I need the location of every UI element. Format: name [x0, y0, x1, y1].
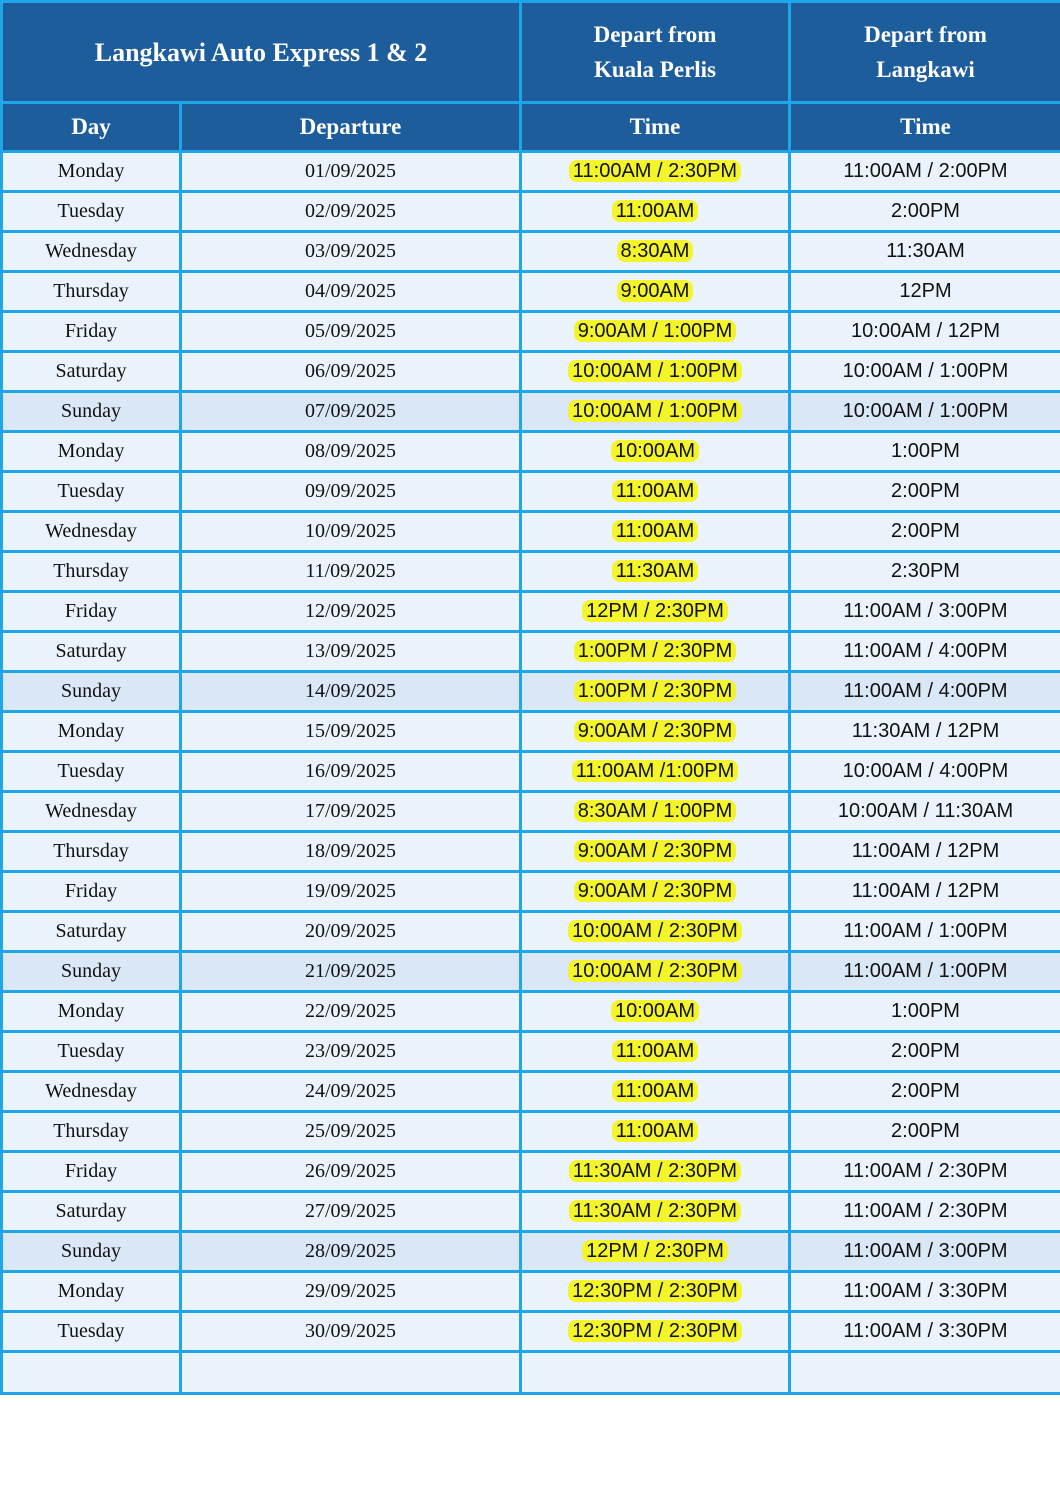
kuala-perlis-time-cell-highlight: 11:00AM / 2:30PM	[569, 160, 741, 182]
table-row	[2, 992, 1060, 1032]
departure-date-cell: 18/09/2025	[181, 832, 521, 872]
table-row	[2, 1072, 1060, 1112]
kuala-perlis-time-cell-highlight: 9:00AM / 1:00PM	[574, 320, 737, 342]
langkawi-time-cell: 10:00AM / 4:00PM	[790, 752, 1060, 792]
kuala-perlis-time-cell	[521, 1192, 790, 1232]
table-row	[2, 1192, 1060, 1232]
kuala-perlis-time-cell	[521, 1032, 790, 1072]
departure-date-cell: 15/09/2025	[181, 712, 521, 752]
kuala-perlis-time-cell-highlight: 11:00AM	[612, 480, 699, 502]
departure-date-cell: 30/09/2025	[181, 1312, 521, 1352]
langkawi-time-cell: 10:00AM / 1:00PM	[790, 392, 1060, 432]
kuala-perlis-time-cell	[521, 1112, 790, 1152]
kuala-perlis-time-cell-highlight: 1:00PM / 2:30PM	[574, 640, 737, 662]
table-row	[2, 192, 1060, 232]
departure-date-cell: 09/09/2025	[181, 472, 521, 512]
day-cell: Monday	[2, 992, 181, 1032]
langkawi-time-cell: 11:30AM / 12PM	[790, 712, 1060, 752]
table-row	[2, 1112, 1060, 1152]
kuala-perlis-time-cell-highlight: 12PM / 2:30PM	[582, 1240, 728, 1262]
table-row	[2, 1152, 1060, 1192]
departure-date-cell: 10/09/2025	[181, 512, 521, 552]
langkawi-time-cell: 11:00AM / 3:00PM	[790, 1232, 1060, 1272]
day-cell: Friday	[2, 872, 181, 912]
day-cell: Wednesday	[2, 1072, 181, 1112]
langkawi-time-cell: 11:00AM / 2:00PM	[790, 152, 1060, 192]
table-row	[2, 392, 1060, 432]
day-cell: Saturday	[2, 632, 181, 672]
langkawi-time-cell: 11:00AM / 2:30PM	[790, 1192, 1060, 1232]
departure-date-cell: 29/09/2025	[181, 1272, 521, 1312]
departure-date-cell: 02/09/2025	[181, 192, 521, 232]
table-row	[2, 952, 1060, 992]
day-cell: Monday	[2, 432, 181, 472]
langkawi-time-cell: 11:00AM / 12PM	[790, 872, 1060, 912]
departure-date-cell: 06/09/2025	[181, 352, 521, 392]
kuala-perlis-time-cell	[521, 712, 790, 752]
kuala-perlis-time-cell	[521, 192, 790, 232]
kuala-perlis-time-cell-highlight: 11:00AM /1:00PM	[572, 760, 739, 782]
langkawi-time-cell: 2:00PM	[790, 472, 1060, 512]
kuala-perlis-time-cell	[521, 1272, 790, 1312]
kuala-perlis-time-cell	[521, 912, 790, 952]
kuala-perlis-time-cell	[521, 872, 790, 912]
day-cell: Thursday	[2, 832, 181, 872]
kuala-perlis-time-cell-highlight: 9:00AM / 2:30PM	[574, 840, 737, 862]
langkawi-time-cell: 2:30PM	[790, 552, 1060, 592]
kuala-perlis-time-cell	[521, 1232, 790, 1272]
langkawi-time-cell: 2:00PM	[790, 1112, 1060, 1152]
table-row	[2, 352, 1060, 392]
kuala-perlis-time-cell	[521, 312, 790, 352]
kuala-perlis-time-cell-highlight: 11:30AM	[612, 560, 699, 582]
day-cell: Wednesday	[2, 512, 181, 552]
kuala-perlis-time-cell-highlight: 1:00PM / 2:30PM	[574, 680, 737, 702]
kuala-perlis-time-cell-highlight: 11:00AM	[612, 1040, 699, 1062]
day-cell: Friday	[2, 312, 181, 352]
day-cell: Monday	[2, 152, 181, 192]
kuala-perlis-time-cell-highlight: 10:00AM / 1:00PM	[568, 400, 742, 422]
column-header-time-langkawi: Time	[790, 103, 1060, 152]
day-cell: Tuesday	[2, 472, 181, 512]
departure-date-cell: 16/09/2025	[181, 752, 521, 792]
kuala-perlis-time-cell	[521, 832, 790, 872]
langkawi-time-cell: 11:00AM / 2:30PM	[790, 1152, 1060, 1192]
table-row	[2, 232, 1060, 272]
langkawi-time-cell: 11:00AM / 4:00PM	[790, 672, 1060, 712]
day-cell: Sunday	[2, 952, 181, 992]
departure-date-cell: 04/09/2025	[181, 272, 521, 312]
kuala-perlis-time-cell	[521, 1152, 790, 1192]
kuala-perlis-time-cell	[521, 272, 790, 312]
langkawi-time-cell: 11:00AM / 3:30PM	[790, 1272, 1060, 1312]
kuala-perlis-time-cell-highlight: 11:30AM / 2:30PM	[569, 1160, 741, 1182]
kuala-perlis-time-cell	[521, 432, 790, 472]
langkawi-time-cell: 11:00AM / 3:00PM	[790, 592, 1060, 632]
empty-cell	[790, 1352, 1060, 1394]
day-cell: Tuesday	[2, 1312, 181, 1352]
kuala-perlis-time-cell	[521, 632, 790, 672]
kuala-perlis-time-cell-highlight: 11:00AM	[612, 1120, 699, 1142]
departure-date-cell: 19/09/2025	[181, 872, 521, 912]
langkawi-time-cell: 11:00AM / 12PM	[790, 832, 1060, 872]
kuala-perlis-time-cell-highlight: 8:30AM	[617, 240, 694, 262]
day-cell: Wednesday	[2, 232, 181, 272]
departure-date-cell: 13/09/2025	[181, 632, 521, 672]
kuala-perlis-time-cell	[521, 792, 790, 832]
table-row	[2, 152, 1060, 192]
table-row	[2, 272, 1060, 312]
departure-date-cell: 07/09/2025	[181, 392, 521, 432]
langkawi-time-cell: 11:00AM / 1:00PM	[790, 912, 1060, 952]
kuala-perlis-time-cell	[521, 1312, 790, 1352]
kuala-perlis-time-cell	[521, 152, 790, 192]
kuala-perlis-time-cell	[521, 952, 790, 992]
departure-date-cell: 22/09/2025	[181, 992, 521, 1032]
table-row	[2, 872, 1060, 912]
day-cell: Thursday	[2, 272, 181, 312]
kuala-perlis-time-cell	[521, 392, 790, 432]
day-cell: Thursday	[2, 552, 181, 592]
header-row-top	[2, 2, 1060, 103]
empty-cell	[181, 1352, 521, 1394]
departure-date-cell: 17/09/2025	[181, 792, 521, 832]
departure-date-cell: 03/09/2025	[181, 232, 521, 272]
depart-kuala-perlis-line1: Depart from	[593, 22, 717, 47]
day-cell: Saturday	[2, 912, 181, 952]
langkawi-time-cell: 1:00PM	[790, 992, 1060, 1032]
departure-date-cell: 23/09/2025	[181, 1032, 521, 1072]
kuala-perlis-time-cell	[521, 472, 790, 512]
table-row	[2, 632, 1060, 672]
departure-date-cell: 25/09/2025	[181, 1112, 521, 1152]
table-row	[2, 312, 1060, 352]
empty-cell	[521, 1352, 790, 1394]
kuala-perlis-time-cell-highlight: 11:30AM / 2:30PM	[569, 1200, 741, 1222]
kuala-perlis-time-cell	[521, 752, 790, 792]
departure-date-cell: 27/09/2025	[181, 1192, 521, 1232]
kuala-perlis-time-cell-highlight: 9:00AM / 2:30PM	[574, 880, 737, 902]
departure-date-cell: 26/09/2025	[181, 1152, 521, 1192]
depart-kuala-perlis-header	[521, 2, 790, 103]
langkawi-time-cell: 1:00PM	[790, 432, 1060, 472]
depart-langkawi-line1: Depart from	[864, 22, 987, 47]
kuala-perlis-time-cell-highlight: 10:00AM	[611, 1000, 699, 1022]
departure-date-cell: 21/09/2025	[181, 952, 521, 992]
kuala-perlis-time-cell-highlight: 11:00AM	[612, 200, 699, 222]
kuala-perlis-time-cell-highlight: 9:00AM	[617, 280, 694, 302]
langkawi-time-cell: 11:00AM / 3:30PM	[790, 1312, 1060, 1352]
day-cell: Saturday	[2, 1192, 181, 1232]
depart-langkawi-line2: Langkawi	[876, 57, 975, 82]
kuala-perlis-time-cell	[521, 672, 790, 712]
table-row	[2, 512, 1060, 552]
kuala-perlis-time-cell-highlight: 12:30PM / 2:30PM	[568, 1280, 742, 1302]
departure-date-cell: 08/09/2025	[181, 432, 521, 472]
departure-date-cell: 24/09/2025	[181, 1072, 521, 1112]
table-row	[2, 912, 1060, 952]
day-cell: Friday	[2, 592, 181, 632]
kuala-perlis-time-cell	[521, 592, 790, 632]
day-cell: Saturday	[2, 352, 181, 392]
langkawi-time-cell: 10:00AM / 1:00PM	[790, 352, 1060, 392]
kuala-perlis-time-cell-highlight: 8:30AM / 1:00PM	[574, 800, 737, 822]
table-row	[2, 672, 1060, 712]
table-row	[2, 792, 1060, 832]
table-row	[2, 832, 1060, 872]
langkawi-time-cell: 2:00PM	[790, 192, 1060, 232]
schedule-body	[2, 152, 1060, 1394]
table-row	[2, 432, 1060, 472]
header-row-columns	[2, 103, 1060, 152]
table-row	[2, 472, 1060, 512]
kuala-perlis-time-cell	[521, 552, 790, 592]
kuala-perlis-time-cell	[521, 992, 790, 1032]
day-cell: Monday	[2, 712, 181, 752]
departure-date-cell: 05/09/2025	[181, 312, 521, 352]
table-row	[2, 552, 1060, 592]
langkawi-time-cell: 10:00AM / 11:30AM	[790, 792, 1060, 832]
kuala-perlis-time-cell	[521, 232, 790, 272]
departure-date-cell: 28/09/2025	[181, 1232, 521, 1272]
langkawi-time-cell: 10:00AM / 12PM	[790, 312, 1060, 352]
day-cell: Tuesday	[2, 192, 181, 232]
table-row	[2, 712, 1060, 752]
departure-date-cell: 20/09/2025	[181, 912, 521, 952]
schedule-title: Langkawi Auto Express 1 & 2	[2, 2, 521, 103]
departure-date-cell: 11/09/2025	[181, 552, 521, 592]
day-cell: Wednesday	[2, 792, 181, 832]
empty-row	[2, 1352, 1060, 1394]
langkawi-time-cell: 2:00PM	[790, 512, 1060, 552]
day-cell: Sunday	[2, 392, 181, 432]
langkawi-time-cell: 11:30AM	[790, 232, 1060, 272]
table-row	[2, 1312, 1060, 1352]
day-cell: Tuesday	[2, 752, 181, 792]
departure-date-cell: 14/09/2025	[181, 672, 521, 712]
column-header-day: Day	[2, 103, 181, 152]
day-cell: Tuesday	[2, 1032, 181, 1072]
kuala-perlis-time-cell-highlight: 9:00AM / 2:30PM	[574, 720, 737, 742]
depart-kuala-perlis-line2: Kuala Perlis	[593, 57, 717, 82]
column-header-departure: Departure	[181, 103, 521, 152]
kuala-perlis-time-cell-highlight: 12PM / 2:30PM	[582, 600, 728, 622]
langkawi-time-cell: 2:00PM	[790, 1072, 1060, 1112]
table-row	[2, 1032, 1060, 1072]
table-row	[2, 1232, 1060, 1272]
column-header-time-perlis: Time	[521, 103, 790, 152]
departure-date-cell: 12/09/2025	[181, 592, 521, 632]
kuala-perlis-time-cell-highlight: 10:00AM	[611, 440, 699, 462]
langkawi-time-cell: 2:00PM	[790, 1032, 1060, 1072]
table-row	[2, 592, 1060, 632]
day-cell: Sunday	[2, 1232, 181, 1272]
kuala-perlis-time-cell-highlight: 12:30PM / 2:30PM	[568, 1320, 742, 1342]
departure-date-cell: 01/09/2025	[181, 152, 521, 192]
kuala-perlis-time-cell	[521, 352, 790, 392]
table-row	[2, 1272, 1060, 1312]
day-cell: Friday	[2, 1152, 181, 1192]
kuala-perlis-time-cell-highlight: 11:00AM	[612, 1080, 699, 1102]
kuala-perlis-time-cell	[521, 1072, 790, 1112]
kuala-perlis-time-cell-highlight: 11:00AM	[612, 520, 699, 542]
kuala-perlis-time-cell-highlight: 10:00AM / 1:00PM	[568, 360, 742, 382]
day-cell: Monday	[2, 1272, 181, 1312]
kuala-perlis-time-cell-highlight: 10:00AM / 2:30PM	[568, 920, 742, 942]
langkawi-time-cell: 11:00AM / 1:00PM	[790, 952, 1060, 992]
empty-cell	[2, 1352, 181, 1394]
kuala-perlis-time-cell-highlight: 10:00AM / 2:30PM	[568, 960, 742, 982]
day-cell: Sunday	[2, 672, 181, 712]
langkawi-time-cell: 11:00AM / 4:00PM	[790, 632, 1060, 672]
day-cell: Thursday	[2, 1112, 181, 1152]
table-row	[2, 752, 1060, 792]
depart-langkawi-header	[790, 2, 1060, 103]
langkawi-time-cell: 12PM	[790, 272, 1060, 312]
kuala-perlis-time-cell	[521, 512, 790, 552]
